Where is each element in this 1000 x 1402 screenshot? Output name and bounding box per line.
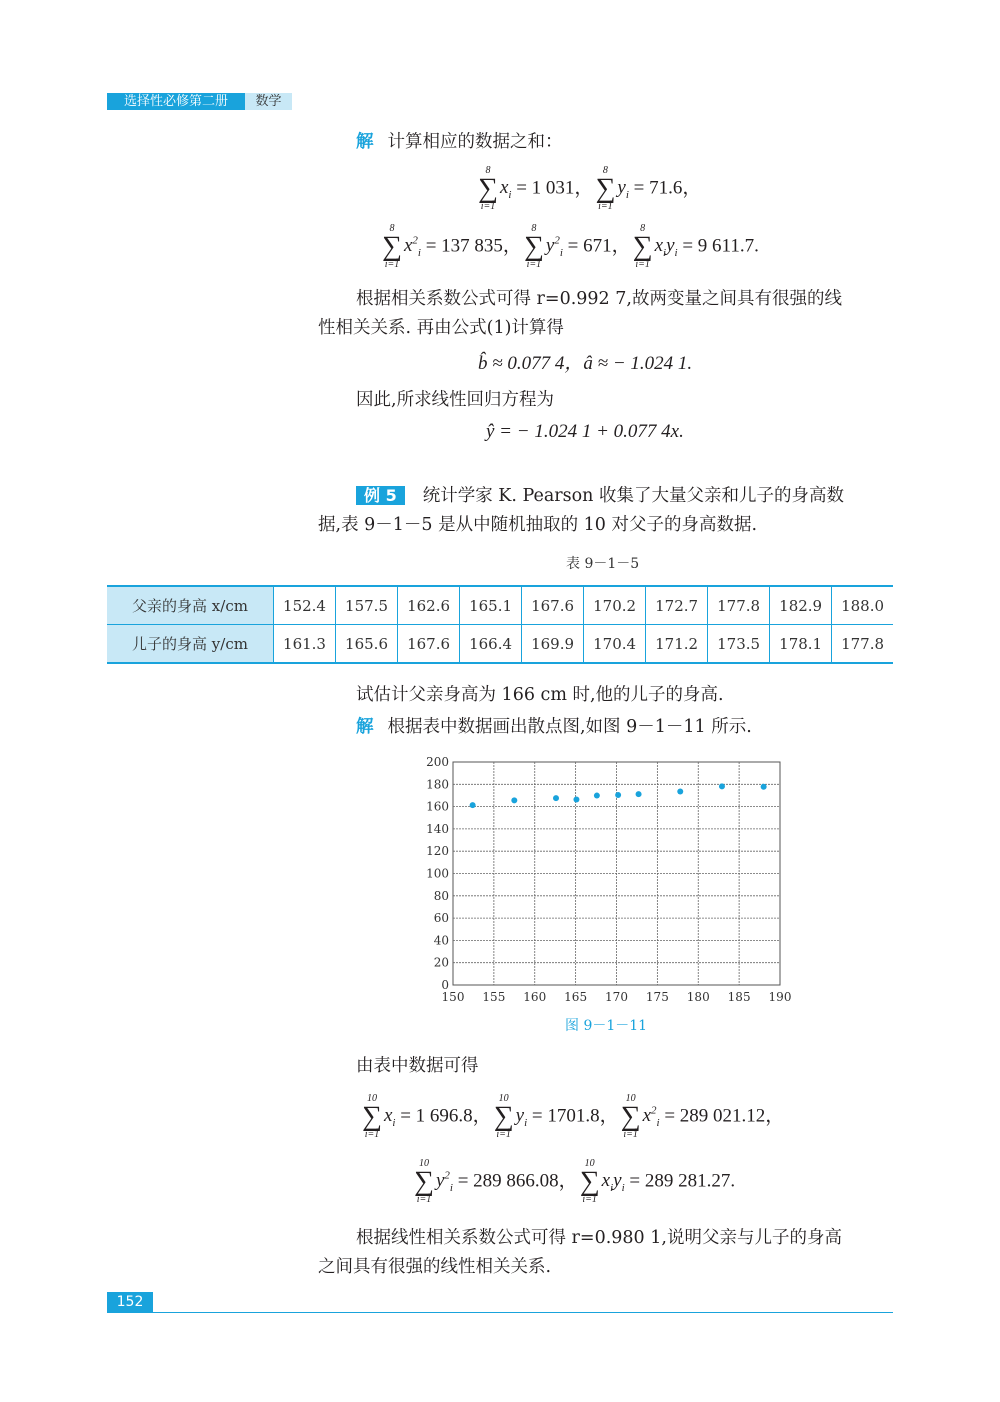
table-cell: 177.8 [832,625,893,664]
sum-term [654,235,678,260]
sigma-icon: ∑ [632,231,653,262]
sum-value: = 71.6， [628,177,702,199]
data-point [594,793,600,799]
index: i [621,1182,625,1195]
solution2-intro: 由表中数据可得 [356,1056,479,1076]
lower-limit: i=1 [384,259,400,270]
table-cell: 166.4 [460,625,522,664]
scatter-plot [405,752,805,1012]
y-tick-label: 80 [433,888,449,903]
y-tick-label: 180 [426,777,449,792]
paragraph-line: 性相关关系. 再由公式(1)计算得 [318,318,564,338]
summation-symbol [633,224,653,270]
lower-limit: i=1 [635,259,650,270]
exponent: 2 [651,1105,657,1118]
sum-term [515,1105,528,1130]
table-cell: 177.8 [708,586,770,625]
table-row [107,586,893,625]
table-cell: 161.3 [274,625,336,664]
table-cell: 169.9 [522,625,584,664]
upper-limit: 8 [389,223,395,234]
subject-badge: 数学 [245,93,292,110]
sum-term [499,177,512,202]
table-cell: 157.5 [336,586,398,625]
example5-line2: 据,表 9－1－5 是从中随机抽取的 10 对父子的身高数据. [318,515,758,535]
sum-row [412,1159,735,1205]
sum-term [403,235,421,260]
y-tick-label: 20 [433,955,449,970]
upper-limit: 8 [531,223,537,234]
upper-limit: 8 [485,165,491,176]
table-cell: 165.6 [336,625,398,664]
sum-term [383,1105,396,1130]
x-tick-label: 185 [727,990,751,1004]
row-header: 父亲的身高 x/cm [107,586,274,625]
page-number: 152 [107,1292,153,1313]
sum-value: = 137 835， [420,235,522,257]
x-tick-label: 165 [564,990,588,1004]
table-cell: 188.0 [832,586,893,625]
data-point [719,783,725,789]
height-table [107,585,893,664]
y-tick-label: 0 [441,978,449,992]
sum-value: = 9 611.7. [677,235,759,257]
lower-limit: i=1 [598,201,613,212]
index: i [625,189,629,202]
summation-symbol [362,1094,382,1140]
solution-label: 解 [356,132,374,152]
table-cell: 178.1 [770,625,832,664]
sigma-icon: ∑ [414,1166,434,1197]
upper-limit: 8 [640,223,646,234]
variable: y [617,177,626,199]
y-tick-label: 160 [426,799,449,814]
intro-text: 计算相应的数据之和： [387,132,563,152]
sum-value: = 1701.8， [527,1105,619,1127]
solution2-line [356,713,752,738]
variable: y [435,1170,445,1192]
solution-label: 解 [356,717,374,737]
lower-limit: i=1 [582,1194,597,1205]
table-row [107,625,893,664]
sum-value: = 1 031， [511,177,594,199]
table-cell: 162.6 [398,586,460,625]
sum-term [617,177,629,202]
data-point [573,796,579,802]
y-tick-label: 60 [433,911,449,926]
upper-limit: 10 [625,1093,636,1104]
x-tick-label: 160 [523,990,547,1004]
example5-line [356,482,844,507]
table-cell: 172.7 [646,586,708,625]
coefficient-formula: b̂ ≈ 0.077 4，â ≈ − 1.024 1. [478,353,693,374]
index: i [392,1117,396,1130]
upper-limit: 10 [418,1158,429,1169]
footer-rule [153,1312,893,1313]
x-tick-label: 170 [605,990,628,1004]
sum-value: = 289 021.12， [659,1105,785,1127]
variable: x [601,1170,611,1192]
sum-term [642,1105,660,1130]
lower-limit: i=1 [416,1194,432,1205]
x-tick-label: 190 [768,990,792,1004]
data-point [761,784,767,790]
figure-caption: 图 9－1－11 [565,1018,648,1034]
table-cell: 165.1 [460,586,522,625]
sigma-icon: ∑ [620,1101,641,1132]
paragraph-line: 之间具有很强的线性相关关系. [318,1257,552,1277]
example-tag: 例 5 [356,486,405,505]
sigma-icon: ∑ [362,1101,382,1132]
sigma-icon: ∑ [382,231,402,262]
question-text: 试估计父亲身高为 166 cm 时,他的儿子的身高. [356,685,724,705]
x-tick-label: 150 [441,990,465,1004]
index: i [610,1182,614,1195]
table-caption: 表 9－1－5 [566,556,640,572]
sigma-icon: ∑ [579,1166,600,1197]
summation-symbol [595,166,615,212]
variable: y [515,1105,525,1127]
table-cell: 173.5 [708,625,770,664]
sum-row [360,1094,784,1140]
upper-limit: 10 [366,1093,377,1104]
upper-limit: 10 [498,1093,509,1104]
sum-value: = 671， [562,235,631,257]
y-tick-label: 140 [426,821,449,836]
exponent: 2 [412,235,418,248]
data-point [511,797,517,803]
variable: x [383,1105,393,1127]
table-cell: 167.6 [398,625,460,664]
sigma-icon: ∑ [493,1101,514,1132]
sigma-icon: ∑ [478,173,498,204]
index: i [508,189,512,202]
sigma-icon: ∑ [523,231,544,262]
lower-limit: i=1 [526,259,542,270]
summation-symbol [414,1159,434,1205]
sum-term [435,1170,453,1195]
variable: x [642,1105,652,1127]
table-cell: 152.4 [274,586,336,625]
solution1-intro [356,128,563,153]
variable: x [499,177,509,199]
sum-value: = 289 281.27. [624,1170,736,1192]
upper-limit: 8 [602,165,608,176]
lower-limit: i=1 [496,1129,511,1140]
index: i [449,1182,453,1195]
sum-row [476,166,701,212]
sum-value: = 1 696.8， [395,1105,492,1127]
y-tick-label: 200 [426,755,449,769]
index: i [417,247,421,260]
sum-term [601,1170,625,1195]
sigma-icon: ∑ [595,173,616,204]
variable: x [403,235,413,257]
table-cell: 182.9 [770,586,832,625]
x-tick-label: 180 [686,990,710,1004]
y-tick-label: 40 [433,933,449,948]
sum-term [545,235,563,260]
index: i [656,1117,660,1130]
summation-symbol [580,1159,600,1205]
table-cell: 167.6 [522,586,584,625]
sum-value: = 289 866.08， [452,1170,578,1192]
paragraph-line: 因此,所求线性回归方程为 [356,390,555,410]
variable: x [654,235,664,257]
data-point [470,802,476,808]
lower-limit: i=1 [480,201,496,212]
y-tick-label: 100 [426,866,449,881]
summation-symbol [524,224,544,270]
table-cell: 171.2 [646,625,708,664]
regression-equation: ŷ = − 1.024 1 + 0.077 4x. [486,421,684,442]
exponent: 2 [444,1170,450,1183]
y-tick-label: 120 [426,844,449,859]
variable: y [545,235,555,257]
summation-symbol [494,1094,514,1140]
x-tick-label: 175 [645,990,669,1004]
data-point [677,789,683,795]
summation-symbol [478,166,498,212]
paragraph-line: 根据相关系数公式可得 r=0.992 7,故两变量之间具有很强的线 [356,289,842,309]
book-title-badge: 选择性必修第二册 [107,93,245,110]
paragraph-line: 根据线性相关系数公式可得 r=0.980 1,说明父亲与儿子的身高 [356,1228,842,1248]
index: i [559,247,563,260]
index: i [524,1117,528,1130]
upper-limit: 10 [584,1158,595,1169]
x-tick-label: 155 [482,990,506,1004]
summation-symbol [382,224,402,270]
data-point [615,792,621,798]
row-header: 儿子的身高 y/cm [107,625,274,664]
variable: y [666,235,675,257]
index: i [674,247,678,260]
summation-symbol [621,1094,641,1140]
lower-limit: i=1 [623,1129,638,1140]
solution-text: 根据表中数据画出散点图,如图 9－1－11 所示. [387,717,752,737]
table-cell: 170.2 [584,586,646,625]
data-point [636,791,642,797]
example-text: 统计学家 K. Pearson 收集了大量父亲和儿子的身高数 [422,486,844,506]
exponent: 2 [554,235,560,248]
table-cell: 170.4 [584,625,646,664]
lower-limit: i=1 [364,1129,380,1140]
data-point [553,795,559,801]
variable: y [613,1170,622,1192]
sum-row [380,224,759,270]
index: i [663,247,667,260]
